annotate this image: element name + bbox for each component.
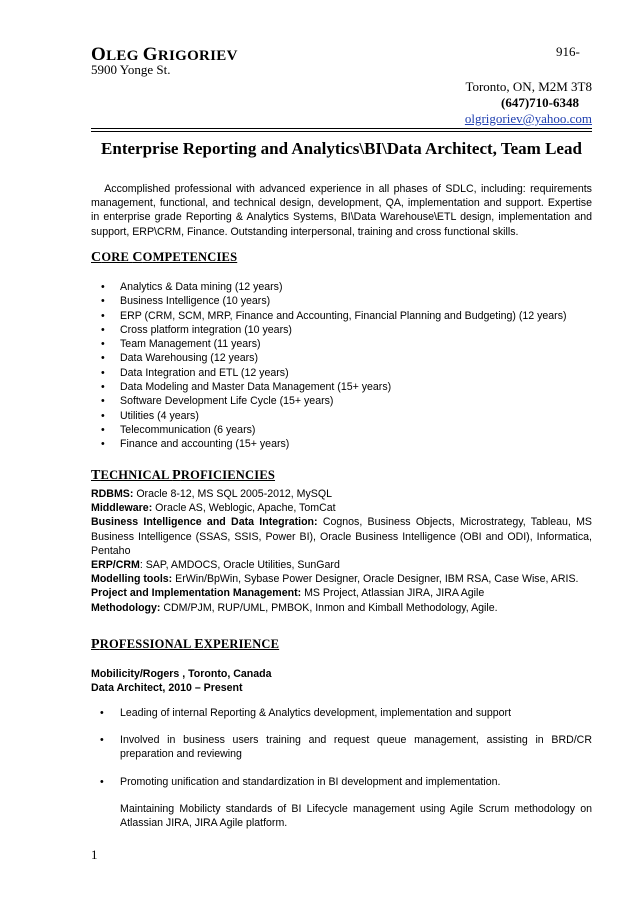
section-rest: ROFICIENCIES [180,468,276,482]
list-item-text: ERP (CRM, SCM, MRP, Finance and Accounting, Financial Planning and Budgeting) (12 years) [120,309,567,322]
list-item-text: Cross platform integration (10 years) [120,323,292,336]
tech-row [91,515,592,558]
list-item-text: Telecommunication (6 years) [120,423,256,436]
page-number: 1 [91,847,98,862]
technical-list [91,487,592,615]
list-item [91,309,592,323]
list-item [91,394,592,408]
list-item-text: Data Integration and ETL (12 years) [120,366,289,379]
section-rest: XPERIENCE [203,637,280,651]
section-cap: P [172,468,181,483]
bullet-icon: • [101,381,105,394]
headline: Enterprise Reporting and Analytics\BI\Data Architect, Team Lead [101,139,582,158]
list-item-text: Business Intelligence (10 years) [120,295,271,308]
tech-row [91,558,592,572]
list-item [91,351,592,365]
bullet-icon: • [101,423,105,436]
bullet-icon: • [101,366,105,379]
tech-value: Cognos, Business Objects, Microstrategy, Tableau, MS Business Intelligence (SSAS, SSIS, Power BI), Oracle Business Intelligence (OBI and ODI), Informatica, Pentaho [91,516,592,557]
tech-row [91,601,592,615]
email-link[interactable]: olgrigoriev@yahoo.com [464,111,592,126]
list-item [91,802,592,830]
header-divider-bottom [91,131,592,132]
list-item [91,706,592,720]
experience-bullets [91,706,592,830]
section-cap: T [91,468,101,483]
summary-paragraph [91,182,592,239]
summary-text: Accomplished professional with advanced experience in all phases of SDLC, including: requirements management, functional, and technical design, development, QA, implementation and support. Expertise in enterprise grade Reporting & Analytics Systems, BI\Data Warehouse\ETL design, implementation and support, ERP\CRM, Finance. Outstanding interpersonal, training and cross functional skills. [91,183,592,238]
tech-row [91,487,592,501]
name-last-rest: RIGORIEV [157,48,238,64]
list-item [91,733,592,761]
tech-value: CDM/PJM, RUP/UML, PMBOK, Inmon and Kimball Methodology, Agile. [160,601,498,614]
tech-label: ERP/CRM [91,559,140,572]
list-item-text: Leading of internal Reporting & Analytics development, implementation and support [120,707,512,719]
list-item-text: Promoting unification and standardization in BI development and implementation. [120,775,501,788]
address-line2: Toronto, ON, M2M 3T8 [465,79,592,94]
bullet-icon: • [101,395,105,408]
list-item [91,423,592,437]
bullet-icon: • [101,309,105,322]
name-initial-first: O [91,44,107,65]
section-rest: ROFESSIONAL [99,637,195,651]
section-cap: P [91,637,100,652]
list-item-text: Analytics & Data mining (12 years) [120,281,283,293]
phone-prefix: 916- [556,44,580,59]
tech-row [91,586,592,600]
list-item-text: Finance and accounting (15+ years) [120,438,290,451]
list-item [91,280,592,294]
list-item [91,337,592,351]
tech-value: ErWin/BpWin, Sybase Power Designer, Oracle Designer, IBM RSA, Case Wise, ARIS. [172,573,579,586]
tech-value: Oracle AS, Weblogic, Apache, TomCat [152,502,336,515]
bullet-icon: • [101,409,105,422]
section-technical-proficiencies [91,468,275,484]
section-cap: E [194,637,204,652]
bullet-icon: • [100,707,104,719]
tech-row [91,572,592,586]
section-rest: ORE [101,250,133,264]
bullet-icon: • [101,281,105,293]
list-item-text: Data Modeling and Master Data Management (15+ years) [120,381,392,394]
list-item [91,323,592,337]
bullet-icon: • [100,775,104,788]
name-first-rest: LEG [106,48,139,64]
section-cap: C [91,250,102,265]
tech-label: Modelling tools: [91,573,173,586]
list-item-text: Team Management (11 years) [120,338,261,351]
tech-value: : SAP, AMDOCS, Oracle Utilities, SunGard [139,559,340,572]
section-cap: C [132,250,143,265]
tech-value: Oracle 8-12, MS SQL 2005-2012, MySQL [133,488,333,500]
competencies-list [91,280,592,452]
section-rest: ECHNICAL [100,468,173,482]
company-name: Mobilicity/Rogers , Toronto, Canada [91,668,272,680]
section-rest: OMPETENCIES [142,250,238,264]
bullet-icon: • [101,352,105,365]
list-item-text: Data Warehousing (12 years) [120,352,258,365]
job-role: Data Architect, 2010 – Present [91,682,243,694]
tech-value: MS Project, Atlassian JIRA, JIRA Agile [301,587,485,600]
tech-label: Project and Implementation Management: [91,587,302,600]
list-item-text: Maintaining Mobilicty standards of BI Lifecycle management using Agile Scrum methodology on Atlassian JIRA, JIRA Agile platform. [120,802,592,830]
bullet-icon: • [101,438,105,451]
phone-number: (647)710-6348 [501,95,579,110]
address-line1: 5900 Yonge St. [91,62,171,77]
list-item [91,775,592,789]
list-item [91,437,592,451]
name-initial-last: G [142,44,158,65]
tech-row [91,501,592,515]
list-item [91,380,592,394]
tech-label: Methodology: [91,601,161,614]
tech-label: RDBMS: [91,488,134,500]
list-item [91,409,592,423]
bullet-icon: • [100,734,104,747]
section-professional-experience [91,637,279,653]
header-divider-top [91,128,592,129]
list-item-text: Software Development Life Cycle (15+ years) [120,395,334,408]
bullet-icon: • [101,338,105,351]
tech-label: Business Intelligence and Data Integration: [91,516,318,529]
list-item [91,366,592,380]
list-item-text: Utilities (4 years) [120,409,199,422]
bullet-icon: • [101,323,105,336]
bullet-icon: • [101,295,105,308]
section-core-competencies [91,250,237,266]
list-item [91,294,592,308]
tech-label: Middleware: [91,502,153,515]
list-item-text: Involved in business users training and request queue management, assisting in BRD/CR preparation and reviewing [120,734,592,761]
